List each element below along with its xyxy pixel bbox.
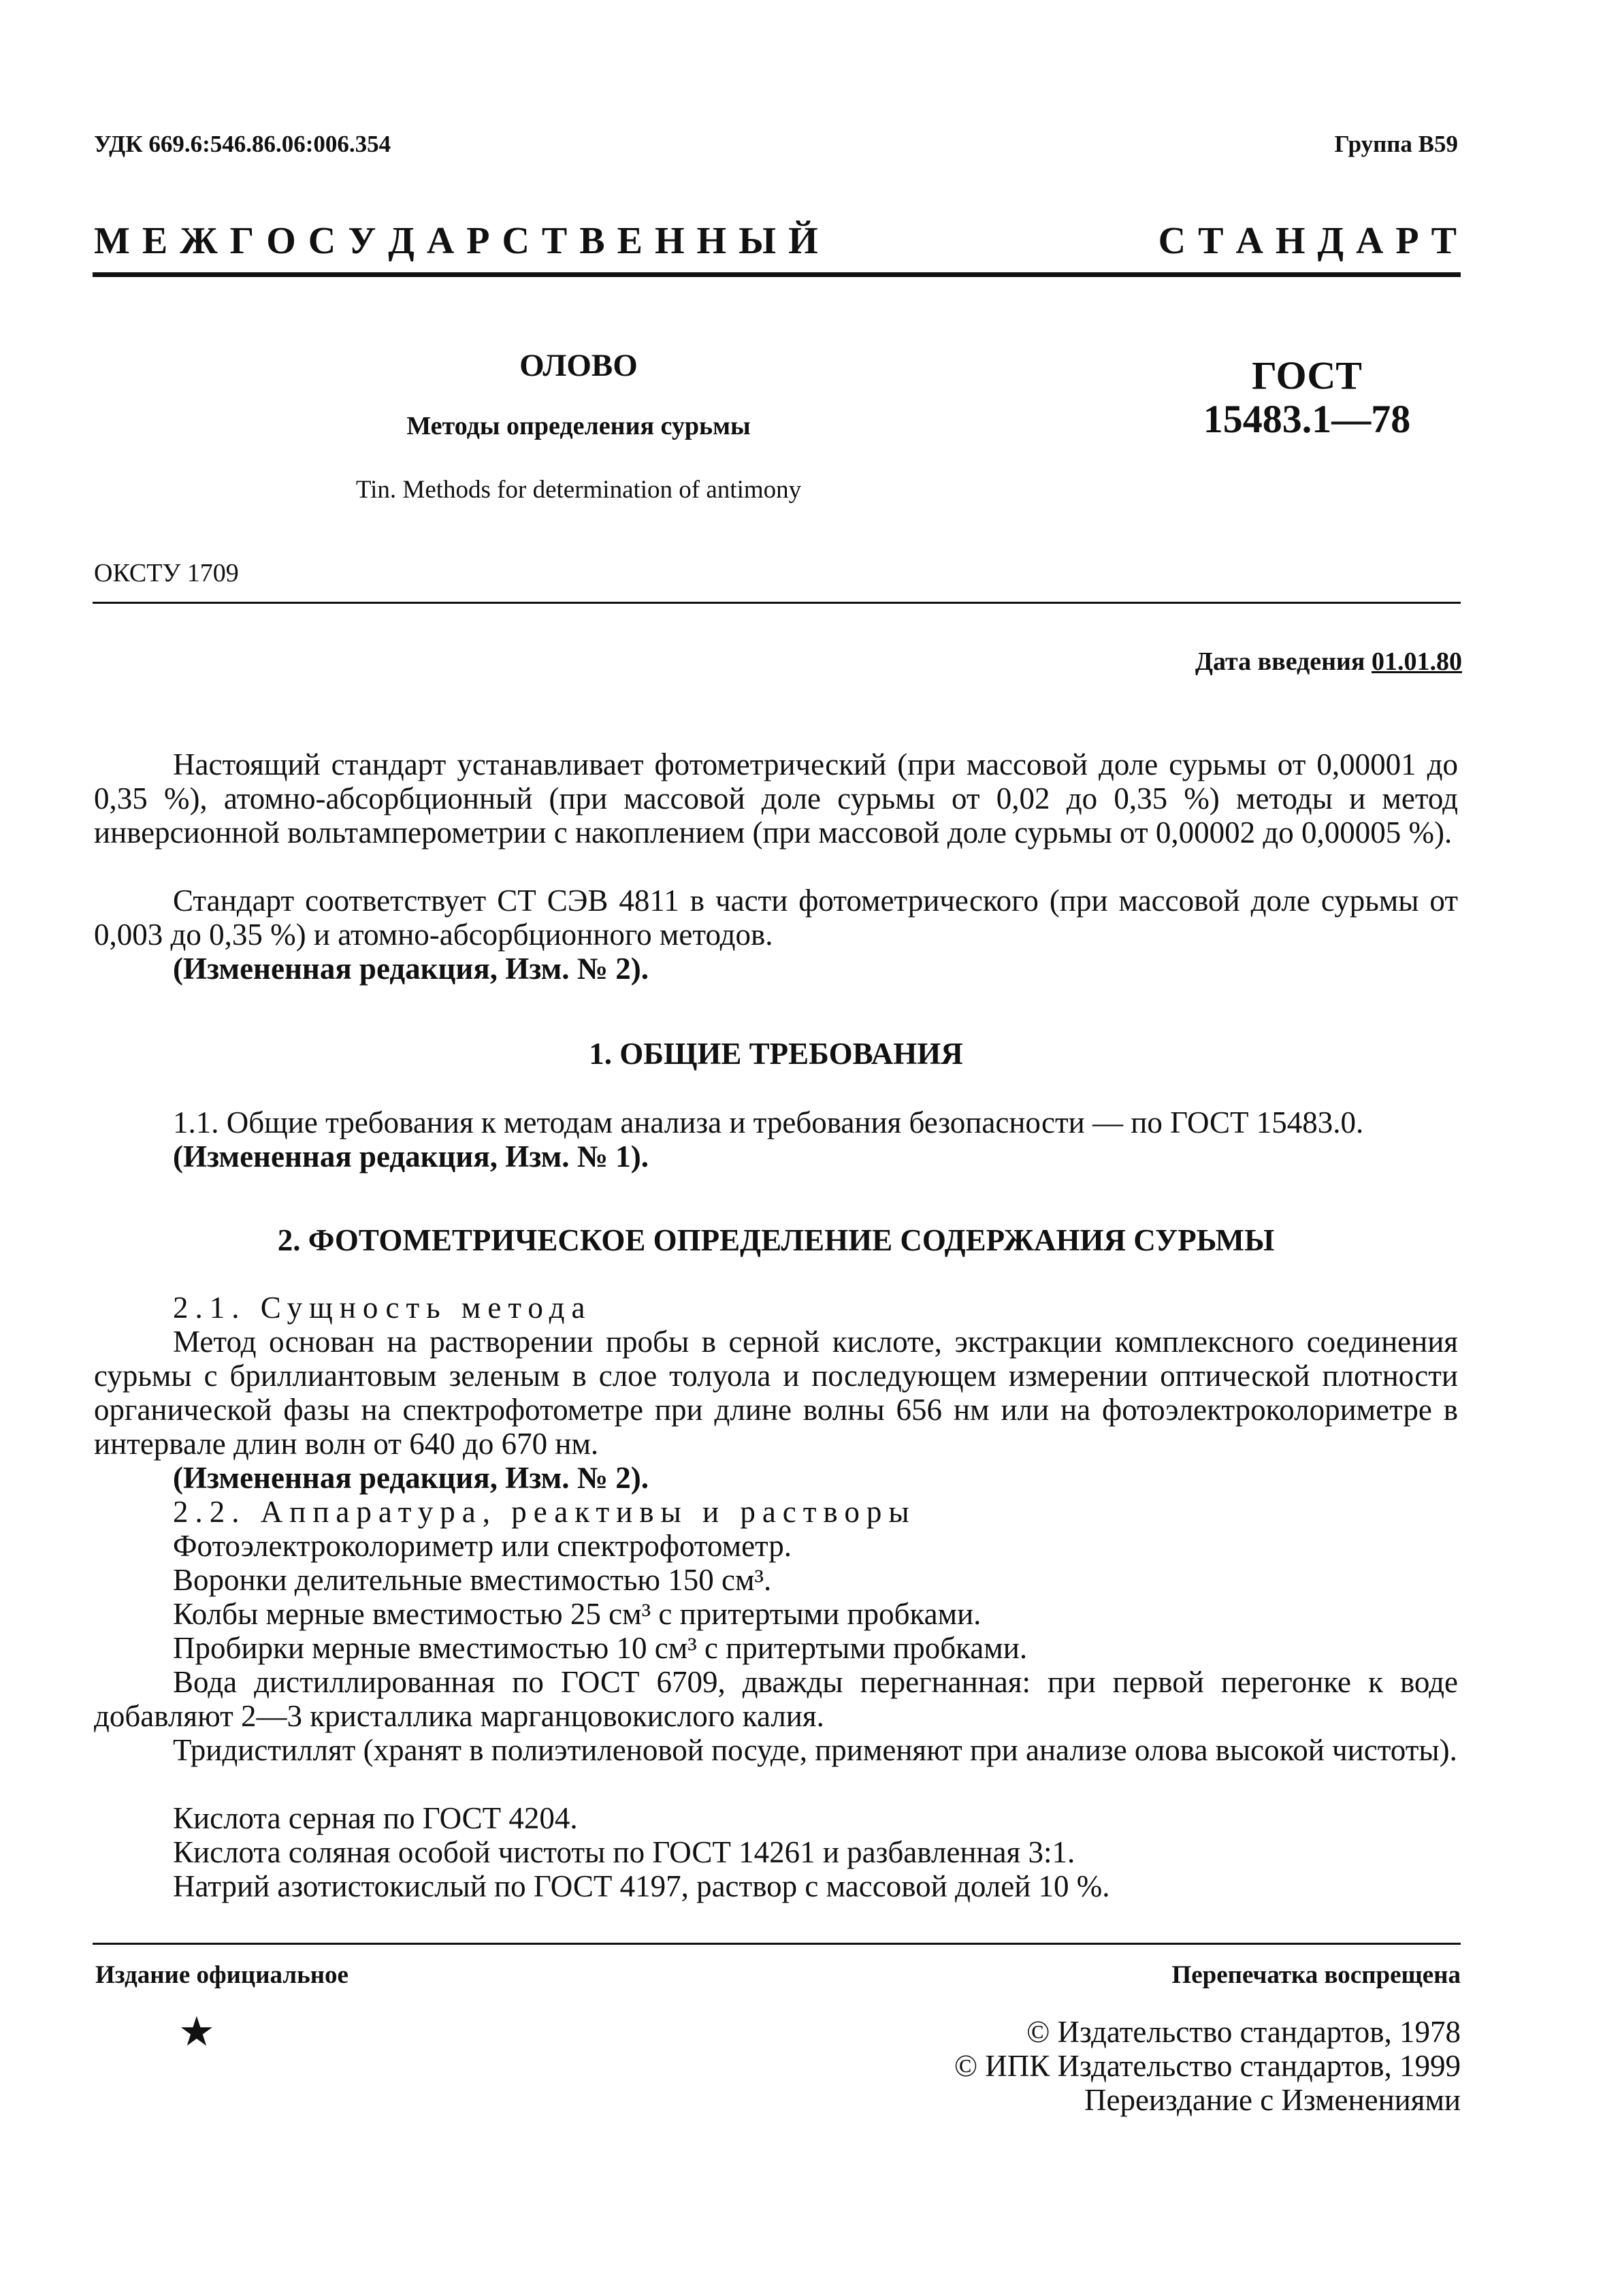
list-item-funnels: Воронки делительные вместимостью 150 см³. xyxy=(173,1563,772,1597)
banner-rule xyxy=(93,272,1461,277)
document-title-english: Tin. Methods for determination of antimony xyxy=(355,476,802,504)
gost-number: 15483.1—78 xyxy=(1203,396,1411,441)
document-subtitle: Методы определения сурьмы xyxy=(406,412,751,440)
copyright-1999: © ИПК Издательство стандартов, 1999 xyxy=(954,2049,1461,2083)
subsection-2-2-title: 2.2. Аппаратура, реактивы и растворы xyxy=(173,1495,916,1529)
gost-designation xyxy=(1184,354,1429,441)
list-item-distilled-water: Вода дистиллированная по ГОСТ 6709, дважды перегнанная: при первой перегонке к воде добавляют 2—3 кристаллика марганцовокислого калия. xyxy=(94,1665,1458,1733)
group-code: Группа В59 xyxy=(1334,131,1458,157)
list-item-photoelectrocolorimeter: Фотоэлектроколориметр или спектрофотометр. xyxy=(173,1529,792,1563)
banner-word-interstate: М Е Ж Г О С У Д А Р С Т В Е Н Н Ы Й xyxy=(94,220,820,262)
list-item-sodium-nitrite: Натрий азотистокислый по ГОСТ 4197, раствор с массовой долей 10 %. xyxy=(173,1869,1110,1903)
gost-label: ГОСТ xyxy=(1252,353,1362,398)
subsection-2-1-title: 2.1. Сущность метода xyxy=(173,1291,592,1325)
list-item-flasks: Колбы мерные вместимостью 25 см³ с притертыми пробками. xyxy=(173,1597,982,1631)
reprint-prohibited-label: Перепечатка воспрещена xyxy=(1171,1961,1461,1989)
section-2-heading: 2. ФОТОМЕТРИЧЕСКОЕ ОПРЕДЕЛЕНИЕ СОДЕРЖАНИЯ СУРЬМЫ xyxy=(277,1223,1275,1257)
intro-paragraph-2: Стандарт соответствует СТ СЭВ 4811 в части фотометрического (при массовой доле сурьмы от 0,003 до 0,35 %) и атомно-абсорбционного методов. xyxy=(94,884,1458,952)
okstu-code: ОКСТУ 1709 xyxy=(94,559,239,587)
document-title: ОЛОВО xyxy=(519,348,638,383)
udc-code: УДК 669.6:546.86.06:006.354 xyxy=(94,131,391,157)
effective-date-value: 01.01.80 xyxy=(1372,647,1462,676)
standard-banner xyxy=(94,219,1458,263)
section-1-heading: 1. ОБЩИЕ ТРЕБОВАНИЯ xyxy=(589,1037,963,1071)
intro-paragraph-1: Настоящий стандарт устанавливает фотометрический (при массовой доле сурьмы от 0,00001 до 0,35 %), атомно-абсорбционный (при массовой доле сурьмы от 0,02 до 0,35 %) методы и метод инверсионной вольтамперометрии с накоплением (при массовой доле сурьмы от 0,00002 до 0,00005 %). xyxy=(94,747,1458,850)
section-1-paragraph: 1.1. Общие требования к методам анализа и требования безопасности — по ГОСТ 15483.0. xyxy=(173,1105,1364,1139)
title-rule xyxy=(93,602,1461,604)
list-item-hydrochloric-acid: Кислота соляная особой чистоты по ГОСТ 14261 и разбавленная 3:1. xyxy=(173,1835,1075,1869)
effective-date xyxy=(1195,647,1462,677)
effective-date-label: Дата введения xyxy=(1195,647,1365,676)
intro-amendment: (Измененная редакция, Изм. № 2). xyxy=(173,952,649,986)
reissue-note: Переиздание с Изменениями xyxy=(1084,2083,1461,2117)
section-1-amendment: (Измененная редакция, Изм. № 1). xyxy=(173,1139,649,1174)
copyright-1978: © Издательство стандартов, 1978 xyxy=(1026,2015,1461,2049)
star-icon: ★ xyxy=(178,2009,215,2054)
list-item-tubes: Пробирки мерные вместимостью 10 см³ с притертыми пробками. xyxy=(173,1631,1028,1665)
subsection-2-1-amendment: (Измененная редакция, Изм. № 2). xyxy=(173,1461,649,1495)
list-item-tridistillate: Тридистиллят (хранят в полиэтиленовой посуде, применяют при анализе олова высокой чистоты). xyxy=(173,1733,1457,1767)
official-edition-label: Издание официальное xyxy=(95,1961,348,1989)
banner-word-standard: С Т А Н Д А Р Т xyxy=(1158,220,1458,262)
subsection-2-1-paragraph: Метод основан на растворении пробы в серной кислоте, экстракции комплексного соединения сурьмы с бриллиантовым зеленым в слое толуола и последующем измерении оптической плотности органической фазы на спектрофотометре при длине волны 656 нм или на фотоэлектроколориметре в интервале длин волн от 640 до 670 нм. xyxy=(94,1325,1458,1461)
list-item-sulfuric-acid: Кислота серная по ГОСТ 4204. xyxy=(173,1801,578,1835)
footer-rule xyxy=(93,1943,1461,1945)
